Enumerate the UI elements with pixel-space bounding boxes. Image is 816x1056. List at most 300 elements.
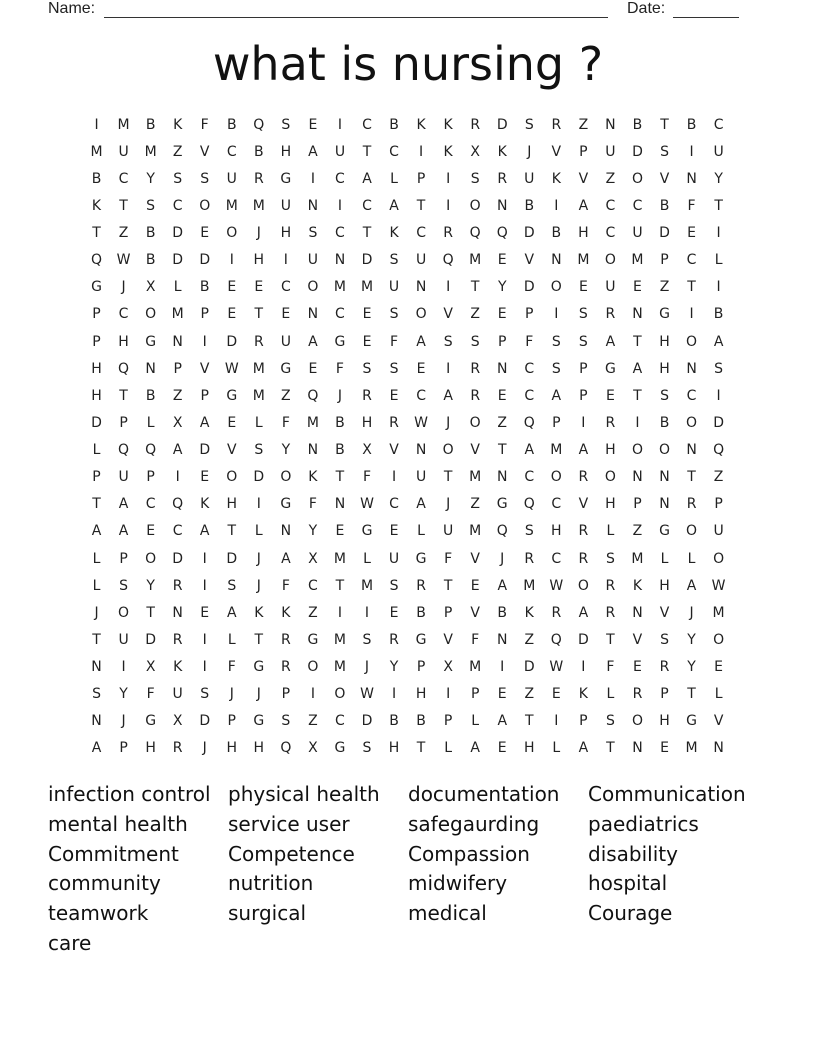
grid-row [83,464,732,491]
grid-letter: I [229,252,234,269]
grid-letter: O [145,550,157,567]
grid-letter: Q [523,496,535,513]
grid-letter: S [605,550,615,567]
grid-letter: E [497,252,507,269]
grid-letter: P [92,306,101,323]
grid-letter: P [498,333,507,350]
grid-letter: R [578,523,589,540]
grid-letter: R [470,360,481,377]
grid-letter: T [119,387,128,404]
grid-letter: P [200,306,209,323]
grid-letter: B [335,442,345,459]
grid-letter: H [91,360,102,377]
grid-letter: P [227,713,236,730]
grid-letter: O [686,414,698,431]
grid-letter: R [605,414,616,431]
grid-letter: D [523,659,535,676]
grid-letter: B [713,306,724,323]
grid-letter: Q [496,523,508,540]
grid-letter: A [578,442,589,459]
grid-letter: C [280,279,291,296]
grid-letter: S [146,197,156,214]
grid-letter: I [310,170,315,187]
grid-letter: L [92,550,101,567]
grid-letter: I [310,686,315,703]
grid-letter: B [145,252,156,269]
grid-letter: P [92,469,101,486]
grid-letter: Q [469,225,481,242]
grid-letter: C [118,306,129,323]
grid-letter: R [470,116,481,133]
grid-letter: W [360,686,374,703]
grid-letter: G [659,523,670,540]
grid-letter: X [145,659,156,676]
grid-letter: T [497,442,507,459]
grid-letter: R [578,469,589,486]
grid-letter: H [226,496,238,513]
grid-letter: V [470,442,480,459]
grid-letter: W [414,414,428,431]
grid-letter: P [579,713,588,730]
grid-letter: Q [253,116,265,133]
grid-letter: N [686,360,697,377]
grid-row [83,274,732,301]
grid-row [83,328,732,355]
word-bank-item: teamwork [48,901,149,926]
grid-letter: L [444,740,453,757]
grid-letter: I [581,659,586,676]
grid-letter: E [416,360,426,377]
grid-letter: Z [713,469,724,486]
grid-letter: I [256,496,261,513]
grid-letter: L [714,686,723,703]
grid-letter: F [687,197,696,214]
grid-letter: E [605,387,615,404]
grid-letter: D [659,225,670,242]
grid-letter: B [145,387,156,404]
grid-letter: T [92,631,101,648]
grid-letter: V [443,306,453,323]
grid-letter: A [443,387,453,404]
grid-letter: V [578,496,589,513]
grid-letter: E [633,659,642,676]
grid-letter: E [470,577,480,594]
grid-letter: M [523,577,536,594]
grid-letter: E [497,306,507,323]
grid-letter: Z [524,686,535,703]
grid-letter: H [578,225,589,242]
grid-letter: A [497,713,508,730]
grid-letter: T [362,143,372,160]
grid-letter: T [362,225,372,242]
grid-letter: M [469,659,482,676]
grid-letter: O [415,306,427,323]
grid-letter: G [253,659,265,676]
grid-letter: I [202,577,207,594]
grid-letter: E [578,279,588,296]
grid-letter: H [388,740,400,757]
grid-letter: H [659,713,670,730]
grid-letter: C [172,197,183,214]
grid-letter: Z [172,143,183,160]
grid-letter: C [551,550,562,567]
grid-letter: N [496,197,508,214]
grid-letter: E [335,523,345,540]
grid-letter: G [334,740,346,757]
grid-letter: U [388,279,400,296]
word-bank-item: disability [588,841,678,866]
grid-letter: I [202,659,207,676]
grid-letter: U [118,469,129,486]
grid-letter: I [446,360,451,377]
grid-letter: P [119,740,128,757]
grid-letter: E [497,686,507,703]
grid-letter: L [471,713,480,730]
grid-letter: C [416,225,426,242]
grid-letter: Q [118,442,130,459]
word-bank-item: safegaurding [408,811,540,836]
grid-letter: Y [281,442,291,459]
grid-row [83,192,732,219]
grid-letter: E [281,306,291,323]
grid-letter: I [446,279,451,296]
grid-letter: H [524,740,535,757]
grid-letter: K [200,496,210,513]
grid-letter: J [256,686,261,703]
grid-letter: N [91,659,102,676]
grid-row [83,626,732,653]
grid-letter: N [334,252,346,269]
grid-letter: D [199,252,211,269]
grid-letter: W [224,360,239,377]
grid-letter: P [443,713,453,730]
grid-letter: P [525,306,534,323]
grid-letter: Z [524,631,535,648]
grid-letter: R [497,170,508,187]
grid-letter: M [631,550,644,567]
grid-letter: Q [496,225,508,242]
grid-letter: Z [308,713,318,730]
grid-letter: Z [470,496,480,513]
word-bank [48,780,768,959]
grid-letter: J [446,496,451,513]
grid-letter: E [200,469,210,486]
grid-letter: S [92,686,101,703]
grid-letter: S [227,577,237,594]
grid-letter: D [253,469,265,486]
grid-letter: S [173,170,183,187]
word-bank-item: surgical [228,901,307,926]
grid-letter: I [716,225,721,242]
grid-letter: L [92,577,101,594]
grid-letter: A [199,414,210,431]
grid-letter: B [659,197,670,214]
grid-letter: B [416,604,426,621]
grid-letter: G [604,360,616,377]
grid-letter: V [713,713,724,730]
grid-letter: Z [118,225,129,242]
grid-letter: S [524,523,534,540]
grid-letter: C [524,469,535,486]
grid-letter: S [362,360,372,377]
grid-letter: B [91,170,102,187]
grid-letter: Q [550,631,562,648]
grid-letter: H [118,333,129,350]
word-bank-item: community [48,871,161,896]
grid-letter: N [334,496,346,513]
grid-letter: D [199,442,211,459]
grid-letter: B [389,116,399,133]
grid-letter: V [524,252,535,269]
name-field-line[interactable] [104,0,608,18]
grid-letter: T [687,279,696,296]
grid-letter: N [713,740,724,757]
grid-letter: U [307,252,319,269]
grid-letter: V [659,604,670,621]
grid-letter: U [713,143,724,160]
grid-letter: S [389,577,399,594]
grid-letter: D [91,414,102,431]
grid-letter: J [229,686,234,703]
grid-letter: D [172,252,184,269]
grid-letter: G [145,333,157,350]
grid-letter: C [632,197,643,214]
grid-row [83,247,732,274]
grid-letter: V [443,631,453,648]
grid-letter: Y [389,659,399,676]
grid-row [83,735,732,762]
grid-letter: F [444,550,453,567]
grid-letter: V [659,170,670,187]
grid-letter: P [579,360,588,377]
grid-letter: A [416,496,426,513]
grid-letter: N [686,442,697,459]
grid-letter: Y [714,170,723,187]
grid-letter: Y [119,686,128,703]
grid-letter: E [308,360,318,377]
grid-letter: K [281,604,291,621]
grid-letter: I [446,197,451,214]
grid-letter: R [551,604,562,621]
grid-letter: I [419,143,424,160]
grid-letter: H [91,387,102,404]
grid-letter: I [689,143,694,160]
grid-letter: L [606,523,615,540]
grid-letter: N [632,306,643,323]
grid-letter: O [604,469,616,486]
grid-letter: N [307,442,319,459]
grid-letter: S [470,333,480,350]
grid-letter: O [118,604,130,621]
grid-letter: I [337,604,343,621]
grid-letter: N [307,197,319,214]
grid-letter: O [631,442,643,459]
word-bank-item: Competence [228,841,355,866]
grid-letter: H [551,523,562,540]
grid-letter: I [446,170,451,187]
grid-letter: A [713,333,724,350]
grid-letter: I [337,197,343,214]
grid-letter: P [416,659,426,676]
grid-letter: D [172,550,184,567]
grid-letter: H [605,496,616,513]
grid-letter: C [335,306,345,323]
grid-letter: M [333,550,346,567]
grid-row [83,165,732,192]
grid-letter: G [145,713,157,730]
grid-letter: H [361,414,373,431]
grid-letter: R [362,387,372,404]
grid-letter: H [226,740,238,757]
grid-letter: S [281,116,291,133]
grid-letter: F [281,577,290,594]
grid-letter: N [632,469,643,486]
grid-letter: T [660,116,669,133]
grid-letter: Q [442,252,454,269]
grid-letter: T [254,306,264,323]
grid-letter: C [362,116,372,133]
grid-letter: R [280,659,291,676]
grid-letter: O [469,414,481,431]
grid-letter: Z [632,523,643,540]
grid-letter: Y [497,279,507,296]
grid-letter: L [173,279,182,296]
grid-letter: M [306,414,319,431]
grid-row [83,138,732,165]
grid-letter: P [660,252,669,269]
grid-letter: E [687,225,696,242]
grid-letter: B [226,116,237,133]
grid-letter: R [659,659,670,676]
grid-letter: M [333,659,346,676]
grid-letter: M [550,442,563,459]
grid-letter: O [280,469,292,486]
grid-letter: K [91,197,102,214]
grid-letter: S [362,631,372,648]
grid-letter: E [389,604,399,621]
grid-letter: E [227,306,237,323]
grid-letter: P [443,604,453,621]
grid-letter: Q [713,442,725,459]
grid-letter: V [578,170,589,187]
date-field-line[interactable] [673,0,739,18]
grid-letter: A [551,387,562,404]
grid-letter: M [469,523,482,540]
grid-letter: B [551,225,562,242]
grid-letter: L [552,740,561,757]
grid-letter: L [390,170,398,187]
grid-letter: G [226,387,238,404]
grid-row [83,681,732,708]
grid-letter: O [577,577,589,594]
grid-letter: O [307,279,319,296]
grid-letter: R [578,550,589,567]
grid-letter: M [360,279,374,296]
grid-letter: I [689,306,694,323]
grid-letter: L [417,523,425,540]
grid-letter: W [549,659,564,676]
grid-letter: L [714,252,723,269]
grid-letter: I [175,469,180,486]
grid-letter: F [281,414,290,431]
grid-letter: Y [687,631,696,648]
grid-letter: J [364,659,370,676]
grid-letter: I [554,306,559,323]
grid-letter: L [660,550,669,567]
grid-letter: L [363,550,371,567]
grid-letter: P [660,686,669,703]
grid-letter: U [713,523,724,540]
grid-letter: A [578,197,589,214]
grid-letter: Z [497,414,508,431]
grid-letter: A [172,442,183,459]
word-bank-item: infection control [48,782,211,806]
grid-letter: P [470,686,480,703]
grid-letter: T [335,577,345,594]
grid-letter: R [605,577,616,594]
grid-letter: R [605,604,616,621]
grid-letter: A [226,604,237,621]
grid-letter: Q [145,442,157,459]
grid-letter: C [605,197,616,214]
grid-letter: X [172,414,183,431]
grid-letter: A [605,333,616,350]
grid-letter: P [552,414,561,431]
grid-letter: B [497,604,508,621]
grid-letter: A [470,740,480,757]
word-bank-item: paediatrics [588,811,699,836]
grid-letter: C [335,713,345,730]
grid-letter: T [443,469,453,486]
grid-letter: E [389,387,399,404]
grid-letter: K [443,116,453,133]
grid-letter: M [469,469,482,486]
grid-letter: K [632,577,643,594]
grid-letter: E [254,279,264,296]
grid-letter: N [496,631,508,648]
grid-letter: V [199,143,210,160]
grid-letter: R [172,740,183,757]
grid-letter: D [713,414,724,431]
grid-letter: E [200,604,210,621]
grid-letter: V [389,442,399,459]
grid-letter: I [554,713,559,730]
grid-letter: B [145,116,156,133]
word-bank-item: mental health [48,811,188,836]
grid-letter: J [446,414,451,431]
grid-letter: C [686,252,697,269]
grid-letter: I [391,686,397,703]
grid-letter: T [92,496,101,513]
grid-letter: D [199,713,211,730]
grid-letter: E [633,279,642,296]
grid-letter: L [146,414,155,431]
grid-letter: Z [470,306,480,323]
grid-letter: E [308,116,318,133]
grid-letter: P [92,333,101,350]
grid-letter: H [253,740,265,757]
grid-letter: T [470,279,480,296]
grid-letter: U [172,686,183,703]
grid-letter: U [632,225,643,242]
grid-letter: R [632,686,643,703]
grid-letter: U [280,197,291,214]
grid-letter: J [94,604,99,621]
grid-letter: K [497,143,507,160]
grid-letter: N [307,306,319,323]
grid-letter: R [443,225,453,242]
grid-letter: H [605,442,616,459]
